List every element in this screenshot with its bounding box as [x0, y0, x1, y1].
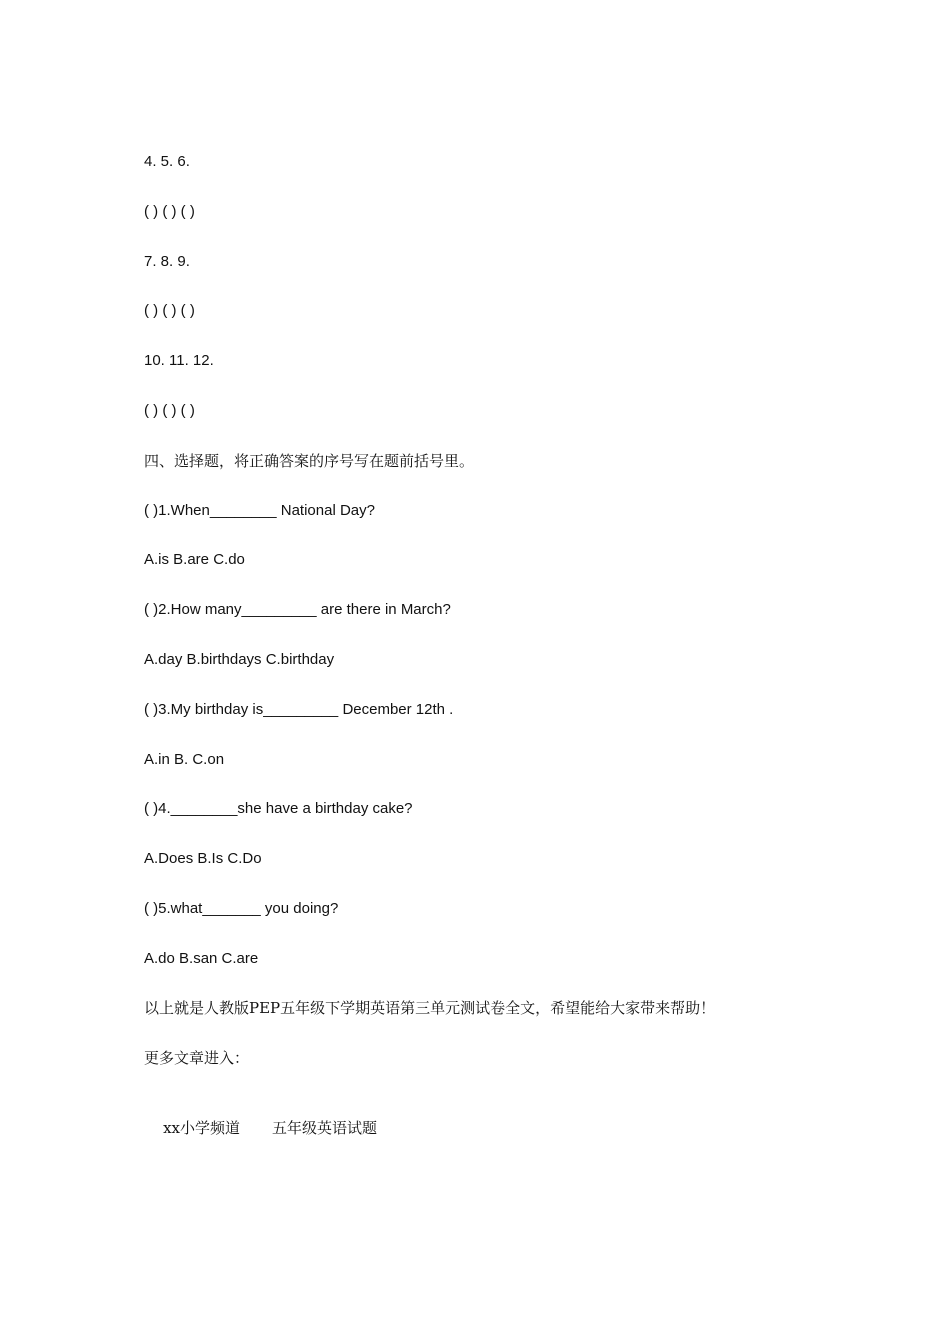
link-grade5-english-tests[interactable]: 五年级英语试题	[272, 1119, 378, 1137]
question-3: ( )3.My birthday is_________ December 12th .	[144, 701, 454, 718]
question-3-options: A.in B. C.on	[144, 751, 225, 768]
question-numbers-row-3: 10. 11. 12.	[144, 352, 214, 369]
closing-paragraph: 以上就是人教版PEP五年级下学期英语第三单元测试卷全文，希望能给大家带来帮助！	[144, 999, 716, 1017]
answer-brackets-row-2: ( ) ( ) ( )	[144, 302, 195, 319]
question-1-options: A.is B.are C.do	[144, 551, 245, 568]
section-heading: 四、选择题，将正确答案的序号写在题前括号里。	[144, 452, 475, 470]
question-4: ( )4.________she have a birthday cake?	[144, 800, 413, 817]
question-5-options: A.do B.san C.are	[144, 950, 259, 967]
question-numbers-row-2: 7. 8. 9.	[144, 253, 190, 270]
link-primary-school-channel[interactable]: xx小学频道	[163, 1119, 240, 1137]
more-articles-label: 更多文章进入：	[144, 1049, 250, 1067]
question-5: ( )5.what_______ you doing?	[144, 900, 339, 917]
answer-brackets-row-3: ( ) ( ) ( )	[144, 402, 195, 419]
question-4-options: A.Does B.Is C.Do	[144, 850, 262, 867]
question-2: ( )2.How many_________ are there in March?	[144, 601, 451, 618]
question-1: ( )1.When________ National Day?	[144, 502, 375, 519]
related-links-row	[144, 1098, 377, 1158]
question-numbers-row-1: 4. 5. 6.	[144, 153, 190, 170]
question-2-options: A.day B.birthdays C.birthday	[144, 651, 335, 668]
answer-brackets-row-1: ( ) ( ) ( )	[144, 203, 195, 220]
